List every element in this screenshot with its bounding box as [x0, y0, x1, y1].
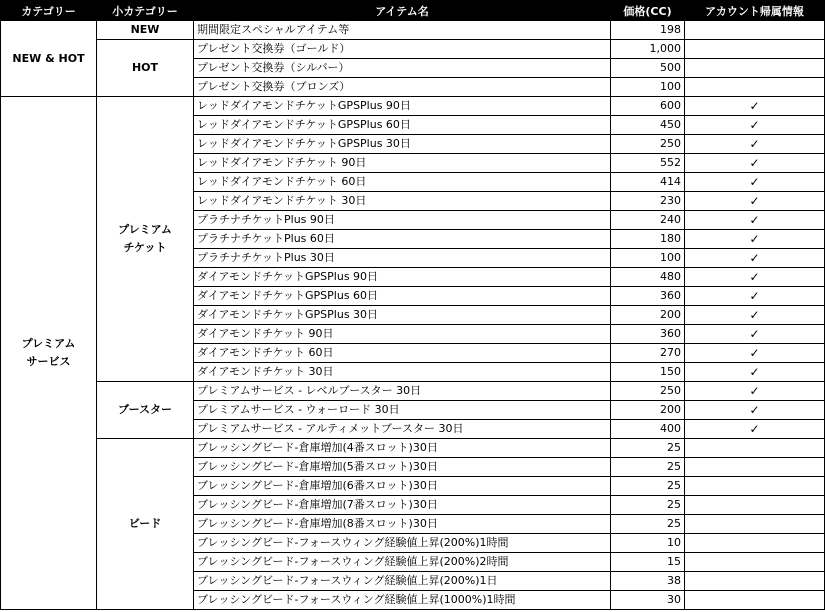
- subcategory-cell: ブースター: [97, 382, 194, 439]
- price-cell: 180: [611, 230, 685, 249]
- item-cell: プラチナチケットPlus 90日: [194, 211, 611, 230]
- account-cell: [685, 591, 825, 610]
- account-cell: ✓: [685, 173, 825, 192]
- price-cell: 25: [611, 515, 685, 534]
- price-cell: 250: [611, 382, 685, 401]
- account-cell: [685, 553, 825, 572]
- account-cell: [685, 439, 825, 458]
- item-cell: プレゼント交換券（ブロンズ）: [194, 78, 611, 97]
- item-cell: ダイアモンドチケット 90日: [194, 325, 611, 344]
- account-cell: [685, 534, 825, 553]
- table-row: [1, 382, 825, 401]
- account-cell: [685, 477, 825, 496]
- price-cell: 480: [611, 268, 685, 287]
- item-cell: ダイアモンドチケットGPSPlus 90日: [194, 268, 611, 287]
- table-row: [1, 40, 825, 59]
- price-cell: 240: [611, 211, 685, 230]
- item-cell: ブレッシングビード-フォースウィング経験値上昇(200%)1時間: [194, 534, 611, 553]
- category-cell: NEW & HOT: [1, 21, 97, 97]
- account-cell: ✓: [685, 135, 825, 154]
- item-cell: ブレッシングビード-倉庫増加(4番スロット)30日: [194, 439, 611, 458]
- item-cell: 期間限定スペシャルアイテム等: [194, 21, 611, 40]
- header-subcategory: 小カテゴリー: [97, 1, 194, 21]
- item-cell: レッドダイアモンドチケットGPSPlus 60日: [194, 116, 611, 135]
- account-cell: [685, 78, 825, 97]
- account-cell: ✓: [685, 154, 825, 173]
- item-cell: プレゼント交換券（ゴールド）: [194, 40, 611, 59]
- account-cell: ✓: [685, 249, 825, 268]
- item-cell: レッドダイアモンドチケット 60日: [194, 173, 611, 192]
- header-account: アカウント帰属情報: [685, 1, 825, 21]
- item-cell: ブレッシングビード-フォースウィング経験値上昇(200%)2時間: [194, 553, 611, 572]
- item-cell: ダイアモンドチケット 60日: [194, 344, 611, 363]
- table-row: [1, 439, 825, 458]
- item-cell: レッドダイアモンドチケット 90日: [194, 154, 611, 173]
- item-cell: ブレッシングビード-フォースウィング経験値上昇(200%)1日: [194, 572, 611, 591]
- price-cell: 200: [611, 306, 685, 325]
- header-category: カテゴリー: [1, 1, 97, 21]
- price-cell: 360: [611, 287, 685, 306]
- price-cell: 1,000: [611, 40, 685, 59]
- table-row: [1, 21, 825, 40]
- price-cell: 10: [611, 534, 685, 553]
- account-cell: [685, 572, 825, 591]
- item-cell: ブレッシングビード-倉庫増加(5番スロット)30日: [194, 458, 611, 477]
- price-cell: 230: [611, 192, 685, 211]
- price-cell: 150: [611, 363, 685, 382]
- item-cell: ダイアモンドチケットGPSPlus 30日: [194, 306, 611, 325]
- account-cell: ✓: [685, 306, 825, 325]
- price-cell: 270: [611, 344, 685, 363]
- item-cell: プラチナチケットPlus 30日: [194, 249, 611, 268]
- account-cell: ✓: [685, 287, 825, 306]
- price-cell: 100: [611, 249, 685, 268]
- account-cell: [685, 40, 825, 59]
- price-cell: 250: [611, 135, 685, 154]
- account-cell: [685, 515, 825, 534]
- account-cell: [685, 496, 825, 515]
- item-cell: ブレッシングビード-フォースウィング経験値上昇(1000%)1時間: [194, 591, 611, 610]
- account-cell: ✓: [685, 268, 825, 287]
- account-cell: [685, 458, 825, 477]
- item-cell: ブレッシングビード-倉庫増加(7番スロット)30日: [194, 496, 611, 515]
- account-cell: [685, 59, 825, 78]
- item-cell: プレミアムサービス - ウォーロード 30日: [194, 401, 611, 420]
- price-cell: 414: [611, 173, 685, 192]
- price-cell: 15: [611, 553, 685, 572]
- account-cell: [685, 21, 825, 40]
- subcategory-cell: NEW: [97, 21, 194, 40]
- subcategory-cell: ビード: [97, 439, 194, 610]
- item-cell: レッドダイアモンドチケットGPSPlus 90日: [194, 97, 611, 116]
- account-cell: ✓: [685, 325, 825, 344]
- header-row: [1, 1, 825, 21]
- item-cell: ブレッシングビード-倉庫増加(6番スロット)30日: [194, 477, 611, 496]
- item-cell: ダイアモンドチケット 30日: [194, 363, 611, 382]
- price-cell: 450: [611, 116, 685, 135]
- account-cell: ✓: [685, 211, 825, 230]
- category-cell: プレミアム サービス: [1, 97, 97, 610]
- price-cell: 400: [611, 420, 685, 439]
- item-cell: プレミアムサービス - レベルブースター 30日: [194, 382, 611, 401]
- price-cell: 25: [611, 439, 685, 458]
- price-cell: 25: [611, 496, 685, 515]
- item-cell: ブレッシングビード-倉庫増加(8番スロット)30日: [194, 515, 611, 534]
- price-cell: 200: [611, 401, 685, 420]
- header-item: アイテム名: [194, 1, 611, 21]
- price-cell: 30: [611, 591, 685, 610]
- price-cell: 600: [611, 97, 685, 116]
- item-cell: レッドダイアモンドチケットGPSPlus 30日: [194, 135, 611, 154]
- account-cell: ✓: [685, 420, 825, 439]
- price-cell: 25: [611, 477, 685, 496]
- table-row: [1, 97, 825, 116]
- price-cell: 360: [611, 325, 685, 344]
- item-cell: レッドダイアモンドチケット 30日: [194, 192, 611, 211]
- item-cell: ダイアモンドチケットGPSPlus 60日: [194, 287, 611, 306]
- price-cell: 500: [611, 59, 685, 78]
- account-cell: ✓: [685, 344, 825, 363]
- price-cell: 38: [611, 572, 685, 591]
- price-cell: 198: [611, 21, 685, 40]
- item-cell: プレミアムサービス - アルティメットブースター 30日: [194, 420, 611, 439]
- header-price: 価格(CC): [611, 1, 685, 21]
- price-cell: 25: [611, 458, 685, 477]
- price-cell: 552: [611, 154, 685, 173]
- account-cell: ✓: [685, 116, 825, 135]
- subcategory-cell: HOT: [97, 40, 194, 97]
- account-cell: ✓: [685, 192, 825, 211]
- account-cell: ✓: [685, 97, 825, 116]
- item-cell: プレゼント交換券（シルバー）: [194, 59, 611, 78]
- price-cell: 100: [611, 78, 685, 97]
- account-cell: ✓: [685, 382, 825, 401]
- account-cell: ✓: [685, 230, 825, 249]
- item-cell: プラチナチケットPlus 60日: [194, 230, 611, 249]
- account-cell: ✓: [685, 401, 825, 420]
- subcategory-cell: プレミアム チケット: [97, 97, 194, 382]
- account-cell: ✓: [685, 363, 825, 382]
